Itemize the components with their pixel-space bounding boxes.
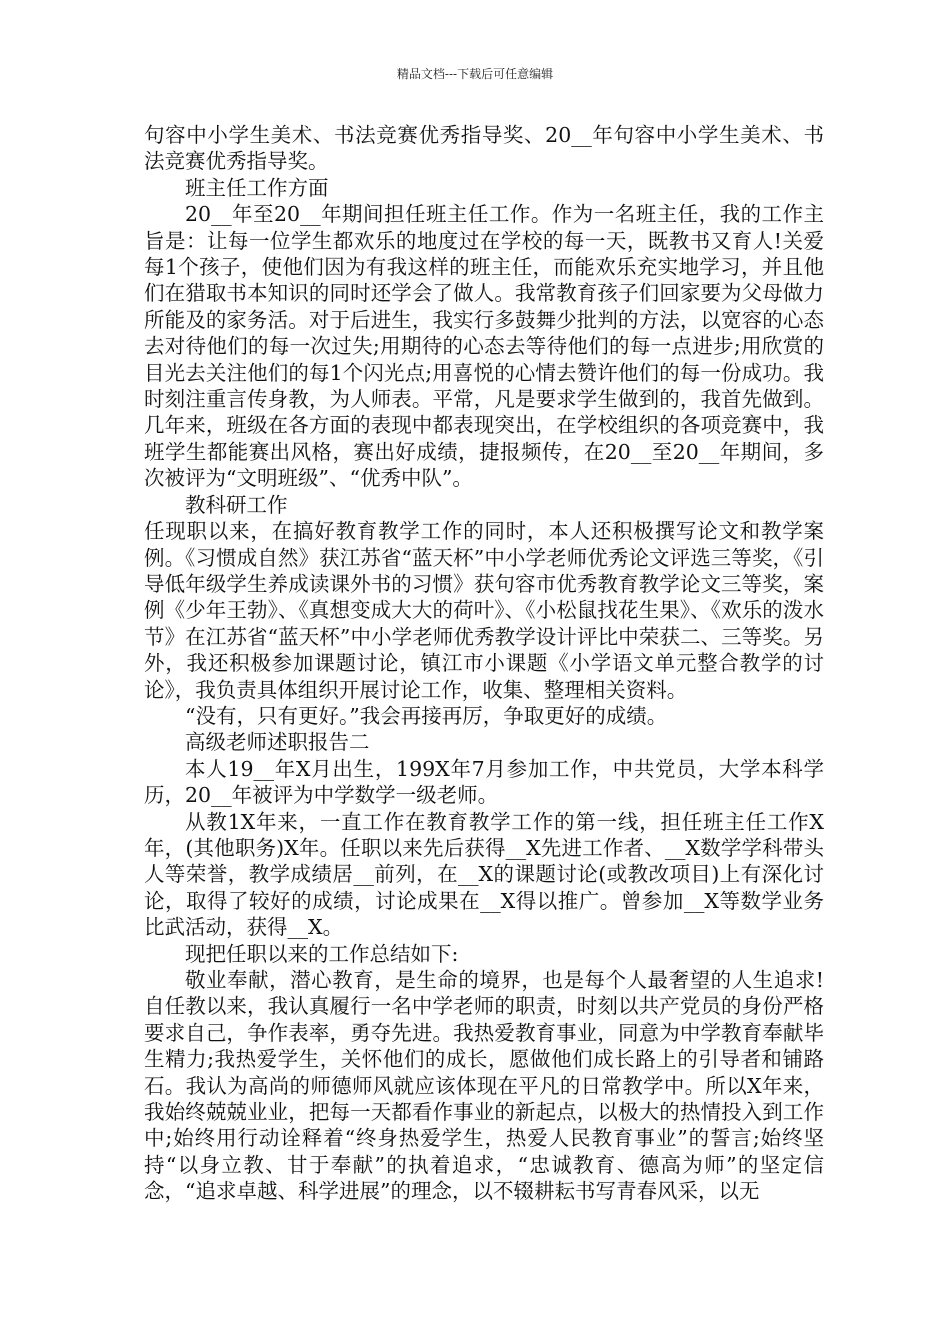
document-body [144,122,824,1205]
paragraph: 教科研工作 [185,492,288,517]
paragraph: 句容中小学生美术、书法竞赛优秀指导奖、20__年句容中小学生美术、书法竞赛优秀指导奖。 [144,123,824,174]
paragraph: 高级老师述职报告二 [185,730,370,755]
paragraph: 班主任工作方面 [185,175,329,200]
paragraph: 任现职以来，在搞好教育教学工作的同时，本人还积极撰写论文和教学案例。《习惯成自然》获江苏省“蓝天杯”中小学老师优秀论文评选三等奖，《引导低年级学生养成读课外书的习惯》获句容市优秀教育教学论文三等奖，案例《少年王勃》、《真想变成大大的荷叶》、《小松鼠找花生果》、《欢乐的泼水节》在江苏省“蓝天杯”中小学老师优秀教学设计评比中荣获二、三等奖。另外，我还积极参加课题讨论，镇江市小课题《小学语文单元整合教学的讨论》，我负责具体组织开展讨论工作，收集、整理相关资料。 [144,519,824,702]
paragraph: “没有，只有更好。”我会再接再厉，争取更好的成绩。 [185,703,668,728]
paragraph: 本人19__年X月出生，199X年7月参加工作，中共党员，大学本科学历，20__年被评为中学数学一级老师。 [144,756,824,808]
paragraph: 从教1X年来，一直工作在教育教学工作的第一线，担任班主任工作X年，(其他职务)X年。任职以来先后获得__X先进工作者、__X数学学科带头人等荣誉，教学成绩居__前列，在__X的课题讨论(或教改项目)上有深化讨论，取得了较好的成绩，讨论成果在__X得以推广。曾参加__X等数学业务比武活动，获得__X。 [144,809,824,940]
paragraph: 20__年至20__年期间担任班主任工作。作为一名班主任，我的工作主旨是：让每一位学生都欢乐的地度过在学校的每一天，既教书又育人!关爱每1个孩子，使他们因为有我这样的班主任，而能欢乐充实地学习，并且他们在猎取书本知识的同时还学会了做人。我常教育孩子们回家要为父母做力所能及的家务活。对于后进生，我实行多鼓舞少批判的方法，以宽容的心态去对待他们的每一次过失;用期待的心态去等待他们的每一点进步;用欣赏的目光去关注他们的每1个闪光点;用喜悦的心情去赞许他们的每一份成功。我时刻注重言传身教，为人师表。平常，凡是要求学生做到的，我首先做到。几年来，班级在各方面的表现中都表现突出，在学校组织的各项竞赛中，我班学生都能赛出风格，赛出好成绩，捷报频传，在20__至20__年期间，多次被评为“文明班级”、“优秀中队”。 [144,202,824,491]
paragraph: 敬业奉献，潜心教育，是生命的境界，也是每个人最奢望的人生追求!自任教以来，我认真履行一名中学老师的职责，时刻以共产党员的身份严格要求自己，争作表率，勇夺先进。我热爱教育事业，同意为中学教育奉献毕生精力;我热爱学生，关怀他们的成长，愿做他们成长路上的引导者和铺路石。我认为高尚的师德师风就应该体现在平凡的日常教学中。所以X年来，我始终兢兢业业，把每一天都看作事业的新起点，以极大的热情投入到工作中;始终用行动诠释着“终身热爱学生，热爱人民教育事业”的誓言;始终坚持“以身立教、甘于奉献”的执着追求，“忠诚教育、德高为师”的坚定信念，“追求卓越、科学进展”的理念，以不辍耕耘书写青春风采，以无 [144,968,824,1204]
paragraph: 现把任职以来的工作总结如下: [185,941,459,966]
page-header: 精品文档---下载后可任意编辑 [396,67,554,81]
